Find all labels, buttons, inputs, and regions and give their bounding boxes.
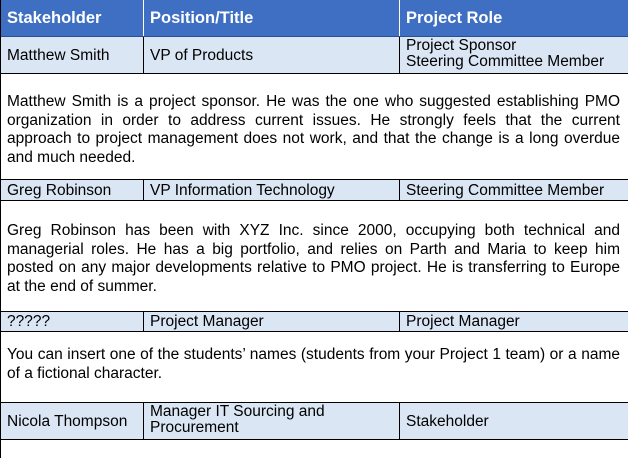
description-row	[1, 440, 628, 458]
table-row	[1, 37, 628, 74]
table-header-row	[1, 0, 628, 37]
position-line: Manager IT Sourcing and	[150, 403, 325, 420]
stakeholder-name: Nicola Thompson	[7, 412, 128, 430]
description-row	[1, 74, 628, 180]
position-title: VP Information Technology	[143, 180, 399, 200]
project-role: Steering Committee Member	[399, 180, 628, 200]
header-position: Position/Title	[143, 0, 399, 36]
header-role: Project Role	[399, 0, 628, 36]
stakeholder-name: Greg Robinson	[7, 181, 112, 199]
header-stakeholder: Stakeholder	[7, 8, 102, 27]
stakeholder-description: Greg Robinson has been with XYZ Inc. since 2000, occupying both technical and managerial roles. He has a big portfolio, and relies on Parth and Maria to keep him posted on any major developments relative to PMO project. He is transferring to Europe at the end of summer.	[7, 222, 620, 295]
table-row	[1, 403, 628, 440]
table-row	[1, 312, 628, 332]
project-role: Stakeholder	[399, 403, 628, 439]
description-row	[1, 201, 628, 312]
stakeholder-description: You can insert one of the students’ names (students from your Project 1 team) or a name of a fictional character.	[7, 346, 620, 382]
role-line: Steering Committee Member	[406, 53, 605, 70]
stakeholder-name: Matthew Smith	[7, 46, 110, 64]
stakeholder-name: ?????	[7, 313, 51, 330]
project-role: Project Manager	[399, 312, 628, 331]
project-role	[399, 37, 628, 73]
position-line: Procurement	[150, 419, 239, 436]
position-title: Project Manager	[143, 312, 399, 331]
position-title	[143, 403, 399, 439]
table-row	[1, 180, 628, 201]
stakeholder-description: Matthew Smith is a project sponsor. He was the one who suggested establishing PMO organization in order to address current issues. He strongly feels that the current approach to project management does not work, and that the change is a long overdue and much needed.	[7, 93, 620, 166]
position-title: VP of Products	[143, 37, 399, 73]
description-row	[1, 332, 628, 403]
role-line: Project Sponsor	[406, 37, 517, 54]
